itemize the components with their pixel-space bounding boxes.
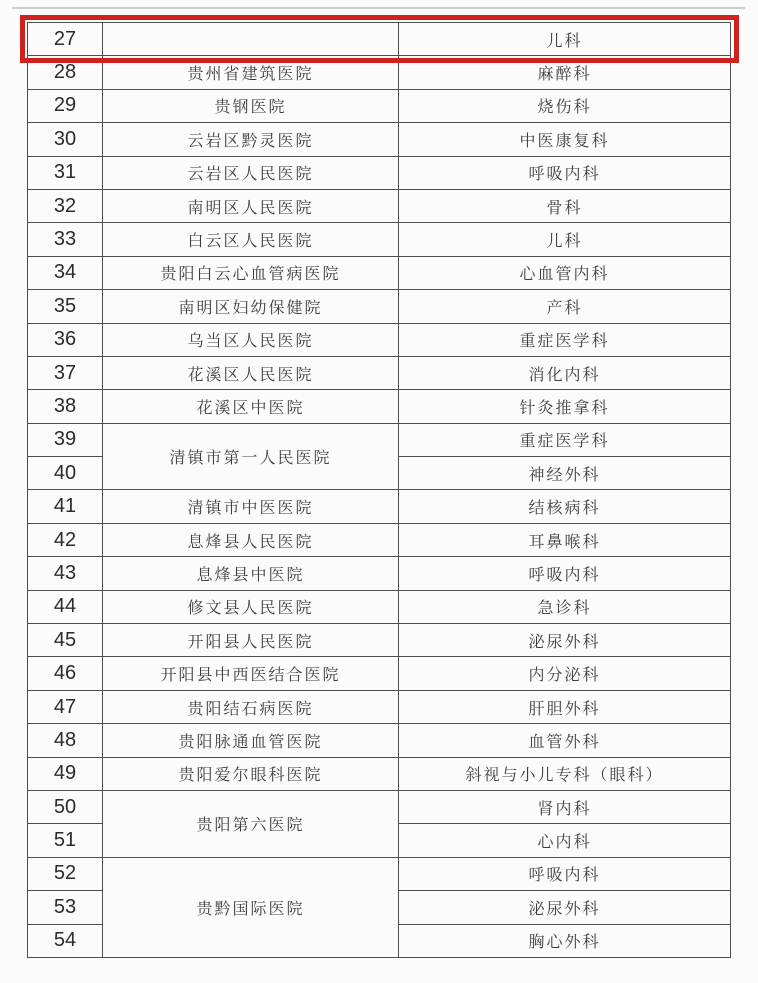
hospital-cell: 云岩区黔灵医院 [103, 123, 399, 156]
department-cell: 血管外科 [399, 724, 731, 757]
department-cell: 泌尿外科 [399, 891, 731, 924]
row-number-cell: 47 [28, 690, 103, 723]
hospital-cell: 南明区人民医院 [103, 189, 399, 222]
department-cell: 结核病科 [399, 490, 731, 523]
table-row [28, 523, 731, 556]
hospital-cell: 贵阳脉通血管医院 [103, 724, 399, 757]
hospital-cell: 贵阳第六医院 [103, 790, 399, 857]
department-cell: 内分泌科 [399, 657, 731, 690]
department-cell: 产科 [399, 290, 731, 323]
hospital-cell: 开阳县中西医结合医院 [103, 657, 399, 690]
hospital-cell: 息烽县中医院 [103, 557, 399, 590]
department-cell: 呼吸内科 [399, 156, 731, 189]
table-row [28, 557, 731, 590]
page-top-rule [12, 7, 745, 9]
table-row [28, 156, 731, 189]
hospital-cell: 南明区妇幼保健院 [103, 290, 399, 323]
department-cell: 胸心外科 [399, 924, 731, 957]
row-number-cell: 29 [28, 89, 103, 122]
department-cell: 儿科 [399, 223, 731, 256]
table-row [28, 356, 731, 389]
department-cell: 神经外科 [399, 457, 731, 490]
department-cell: 重症医学科 [399, 423, 731, 456]
hospital-cell: 乌当区人民医院 [103, 323, 399, 356]
row-number-cell: 53 [28, 891, 103, 924]
department-cell: 心内科 [399, 824, 731, 857]
row-number-cell: 51 [28, 824, 103, 857]
department-cell: 泌尿外科 [399, 624, 731, 657]
department-cell: 耳鼻喉科 [399, 523, 731, 556]
hospital-cell: 贵阳爱尔眼科医院 [103, 757, 399, 790]
table-row [28, 256, 731, 289]
hospital-cell: 花溪区中医院 [103, 390, 399, 423]
table-row [28, 857, 731, 890]
hospital-cell: 花溪区人民医院 [103, 356, 399, 389]
department-cell: 斜视与小儿专科（眼科） [399, 757, 731, 790]
hospital-cell: 修文县人民医院 [103, 590, 399, 623]
row-number-cell: 37 [28, 356, 103, 389]
row-number-cell: 35 [28, 290, 103, 323]
department-cell: 心血管内科 [399, 256, 731, 289]
hospital-cell: 白云区人民医院 [103, 223, 399, 256]
hospital-cell [103, 23, 399, 56]
row-number-cell: 46 [28, 657, 103, 690]
department-cell: 中医康复科 [399, 123, 731, 156]
department-cell: 重症医学科 [399, 323, 731, 356]
row-number-cell: 31 [28, 156, 103, 189]
table-row [28, 724, 731, 757]
row-number-cell: 33 [28, 223, 103, 256]
table-row [28, 323, 731, 356]
department-cell: 肝胆外科 [399, 690, 731, 723]
hospital-cell: 贵州省建筑医院 [103, 56, 399, 89]
department-cell: 急诊科 [399, 590, 731, 623]
hospital-cell: 云岩区人民医院 [103, 156, 399, 189]
department-cell: 麻醉科 [399, 56, 731, 89]
table-row [28, 590, 731, 623]
hospital-department-table-wrap [27, 22, 731, 958]
row-number-cell: 30 [28, 123, 103, 156]
hospital-cell: 清镇市中医医院 [103, 490, 399, 523]
row-number-cell: 36 [28, 323, 103, 356]
table-row [28, 790, 731, 823]
department-cell: 针灸推拿科 [399, 390, 731, 423]
row-number-cell: 45 [28, 624, 103, 657]
row-number-cell: 48 [28, 724, 103, 757]
department-cell: 儿科 [399, 23, 731, 56]
table-row [28, 223, 731, 256]
row-number-cell: 52 [28, 857, 103, 890]
table-row [28, 290, 731, 323]
table-row [28, 56, 731, 89]
row-number-cell: 28 [28, 56, 103, 89]
table-row [28, 89, 731, 122]
department-cell: 消化内科 [399, 356, 731, 389]
table-row [28, 657, 731, 690]
row-number-cell: 34 [28, 256, 103, 289]
table-row [28, 624, 731, 657]
row-number-cell: 54 [28, 924, 103, 957]
hospital-cell: 贵黔国际医院 [103, 857, 399, 957]
hospital-cell: 贵钢医院 [103, 89, 399, 122]
row-number-cell: 44 [28, 590, 103, 623]
hospital-department-table [27, 22, 731, 958]
table-row [28, 123, 731, 156]
row-number-cell: 49 [28, 757, 103, 790]
row-number-cell: 50 [28, 790, 103, 823]
department-cell: 呼吸内科 [399, 857, 731, 890]
department-cell: 骨科 [399, 189, 731, 222]
hospital-cell: 开阳县人民医院 [103, 624, 399, 657]
table-row [28, 390, 731, 423]
row-number-cell: 43 [28, 557, 103, 590]
hospital-cell: 贵阳白云心血管病医院 [103, 256, 399, 289]
row-number-cell: 38 [28, 390, 103, 423]
table-row [28, 690, 731, 723]
table-row-highlighted [28, 23, 731, 56]
table-row [28, 423, 731, 456]
table-row [28, 757, 731, 790]
hospital-cell: 贵阳结石病医院 [103, 690, 399, 723]
table-row [28, 189, 731, 222]
row-number-cell: 27 [28, 23, 103, 56]
hospital-cell: 清镇市第一人民医院 [103, 423, 399, 490]
row-number-cell: 39 [28, 423, 103, 456]
row-number-cell: 42 [28, 523, 103, 556]
row-number-cell: 40 [28, 457, 103, 490]
row-number-cell: 32 [28, 189, 103, 222]
department-cell: 肾内科 [399, 790, 731, 823]
row-number-cell: 41 [28, 490, 103, 523]
table-row [28, 490, 731, 523]
department-cell: 呼吸内科 [399, 557, 731, 590]
department-cell: 烧伤科 [399, 89, 731, 122]
hospital-cell: 息烽县人民医院 [103, 523, 399, 556]
